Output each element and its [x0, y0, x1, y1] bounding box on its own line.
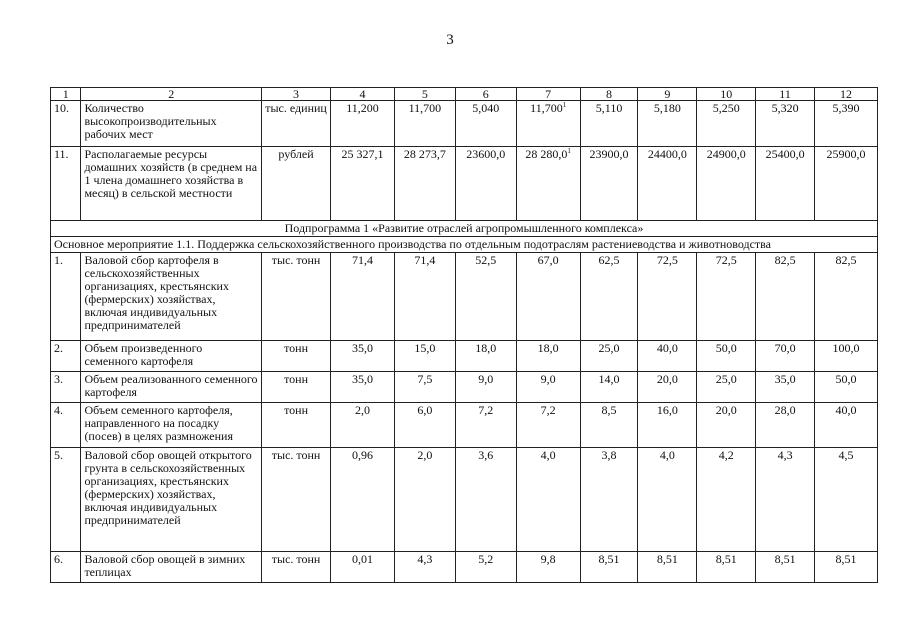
- value-cell: 20,0: [638, 372, 697, 403]
- value-cell: 28 273,7: [394, 147, 455, 221]
- column-header: 6: [455, 88, 516, 101]
- unit-cell: тыс. тонн: [262, 448, 331, 552]
- value-text: 28 280,0: [525, 147, 568, 161]
- indicator-name: Валовой сбор овощей в зимних теплицах: [81, 552, 262, 583]
- value-cell: 4,0: [638, 448, 697, 552]
- table-row: [51, 101, 878, 147]
- value-cell: 7,2: [516, 403, 580, 448]
- value-cell: 71,4: [331, 253, 395, 341]
- measure-row: [51, 237, 878, 253]
- table-row: [51, 372, 878, 403]
- value-cell: 5,320: [756, 101, 815, 147]
- value-cell: 82,5: [756, 253, 815, 341]
- value-cell: 50,0: [815, 372, 878, 403]
- value-cell: 4,3: [394, 552, 455, 583]
- unit-cell: рублей: [262, 147, 331, 221]
- column-header: 1: [51, 88, 81, 101]
- value-cell: 9,0: [455, 372, 516, 403]
- value-cell: 25,0: [697, 372, 756, 403]
- value-cell: 3,6: [455, 448, 516, 552]
- value-cell: [516, 147, 580, 221]
- value-cell: 18,0: [455, 341, 516, 372]
- value-cell: 100,0: [815, 341, 878, 372]
- value-cell: 15,0: [394, 341, 455, 372]
- row-number: 4.: [51, 403, 81, 448]
- value-cell: 11,200: [331, 101, 395, 147]
- value-cell: 2,0: [394, 448, 455, 552]
- indicator-name: Количество высокопроизводительных рабочих мест: [81, 101, 262, 147]
- value-cell: 50,0: [697, 341, 756, 372]
- value-cell: 4,0: [516, 448, 580, 552]
- value-cell: 25,0: [580, 341, 638, 372]
- value-cell: 16,0: [638, 403, 697, 448]
- value-cell: 72,5: [697, 253, 756, 341]
- value-cell: 25900,0: [815, 147, 878, 221]
- value-cell: 5,390: [815, 101, 878, 147]
- row-number: 6.: [51, 552, 81, 583]
- value-cell: 8,51: [697, 552, 756, 583]
- value-cell: 9,8: [516, 552, 580, 583]
- value-cell: 7,5: [394, 372, 455, 403]
- indicator-name: Валовой сбор овощей открытого грунта в сельскохозяйственных организациях, крестьянских (фермерских) хозяйствах, включая индивидуальных предпринимателей: [81, 448, 262, 552]
- indicator-name: Валовой сбор картофеля в сельскохозяйственных организациях, крестьянских (фермерских) хозяйствах, включая индивидуальных предпринимателей: [81, 253, 262, 341]
- column-header: 12: [815, 88, 878, 101]
- value-cell: [516, 101, 580, 147]
- unit-cell: тыс. единиц: [262, 101, 331, 147]
- value-cell: 5,180: [638, 101, 697, 147]
- unit-cell: тонн: [262, 341, 331, 372]
- value-cell: 5,250: [697, 101, 756, 147]
- table-row: [51, 552, 878, 583]
- table-row: [51, 403, 878, 448]
- indicator-name: Объем реализованного семенного картофеля: [81, 372, 262, 403]
- page-number: 3: [446, 32, 454, 48]
- table-row: [51, 448, 878, 552]
- value-cell: 35,0: [331, 341, 395, 372]
- value-cell: 9,0: [516, 372, 580, 403]
- value-cell: 28,0: [756, 403, 815, 448]
- value-cell: 71,4: [394, 253, 455, 341]
- value-cell: 0,01: [331, 552, 395, 583]
- value-cell: 14,0: [580, 372, 638, 403]
- indicator-name: Располагаемые ресурсы домашних хозяйств (в среднем на 1 члена домашнего хозяйства в месяц) в сельской местности: [81, 147, 262, 221]
- value-cell: 25400,0: [756, 147, 815, 221]
- value-cell: 6,0: [394, 403, 455, 448]
- column-header: 8: [580, 88, 638, 101]
- value-cell: 5,2: [455, 552, 516, 583]
- value-cell: 67,0: [516, 253, 580, 341]
- value-cell: 52,5: [455, 253, 516, 341]
- value-cell: 5,040: [455, 101, 516, 147]
- indicator-name: Объем семенного картофеля, направленного на посадку (посев) в целях размножения: [81, 403, 262, 448]
- value-cell: 24900,0: [697, 147, 756, 221]
- value-cell: 20,0: [697, 403, 756, 448]
- row-number: 11.: [51, 147, 81, 221]
- value-cell: 82,5: [815, 253, 878, 341]
- column-header: 3: [262, 88, 331, 101]
- row-number: 10.: [51, 101, 81, 147]
- footnote-mark: 1: [567, 147, 571, 155]
- value-cell: 70,0: [756, 341, 815, 372]
- value-cell: 4,3: [756, 448, 815, 552]
- value-cell: 23600,0: [455, 147, 516, 221]
- value-cell: 23900,0: [580, 147, 638, 221]
- row-number: 5.: [51, 448, 81, 552]
- column-header: 5: [394, 88, 455, 101]
- subprogram-heading: Подпрограмма 1 «Развитие отраслей агропромышленного комплекса»: [51, 221, 878, 237]
- value-cell: 40,0: [638, 341, 697, 372]
- value-cell: 8,51: [756, 552, 815, 583]
- value-cell: 4,5: [815, 448, 878, 552]
- value-cell: 11,700: [394, 101, 455, 147]
- footnote-mark: 1: [562, 101, 567, 109]
- value-cell: 18,0: [516, 341, 580, 372]
- row-number: 2.: [51, 341, 81, 372]
- unit-cell: тонн: [262, 403, 331, 448]
- column-header: 7: [516, 88, 580, 101]
- value-cell: 0,96: [331, 448, 395, 552]
- main-measure-heading: Основное мероприятие 1.1. Поддержка сельскохозяйственного производства по отдельным подотраслям растениеводства и животноводства: [51, 237, 878, 253]
- value-cell: 3,8: [580, 448, 638, 552]
- value-cell: 40,0: [815, 403, 878, 448]
- unit-cell: тыс. тонн: [262, 253, 331, 341]
- row-number: 3.: [51, 372, 81, 403]
- value-cell: 8,51: [580, 552, 638, 583]
- column-header: 11: [756, 88, 815, 101]
- value-cell: 25 327,1: [331, 147, 395, 221]
- value-cell: 2,0: [331, 403, 395, 448]
- value-cell: 62,5: [580, 253, 638, 341]
- value-cell: 24400,0: [638, 147, 697, 221]
- column-header: 10: [697, 88, 756, 101]
- value-cell: 8,51: [815, 552, 878, 583]
- indicators-table: [50, 87, 878, 583]
- value-cell: 8,51: [638, 552, 697, 583]
- indicator-name: Объем произведенного семенного картофеля: [81, 341, 262, 372]
- value-cell: 5,110: [580, 101, 638, 147]
- table-row: [51, 341, 878, 372]
- table-row: [51, 253, 878, 341]
- value-cell: 4,2: [697, 448, 756, 552]
- column-header: 9: [638, 88, 697, 101]
- value-cell: 8,5: [580, 403, 638, 448]
- value-cell: 35,0: [331, 372, 395, 403]
- value-cell: 72,5: [638, 253, 697, 341]
- table-row: [51, 147, 878, 221]
- unit-cell: тонн: [262, 372, 331, 403]
- column-header: 2: [81, 88, 262, 101]
- subprogram-row: [51, 221, 878, 237]
- unit-cell: тыс. тонн: [262, 552, 331, 583]
- row-number: 1.: [51, 253, 81, 341]
- column-header: 4: [331, 88, 395, 101]
- value-cell: 7,2: [455, 403, 516, 448]
- value-text: 11,700: [530, 101, 563, 115]
- column-number-row: [51, 88, 878, 101]
- value-cell: 35,0: [756, 372, 815, 403]
